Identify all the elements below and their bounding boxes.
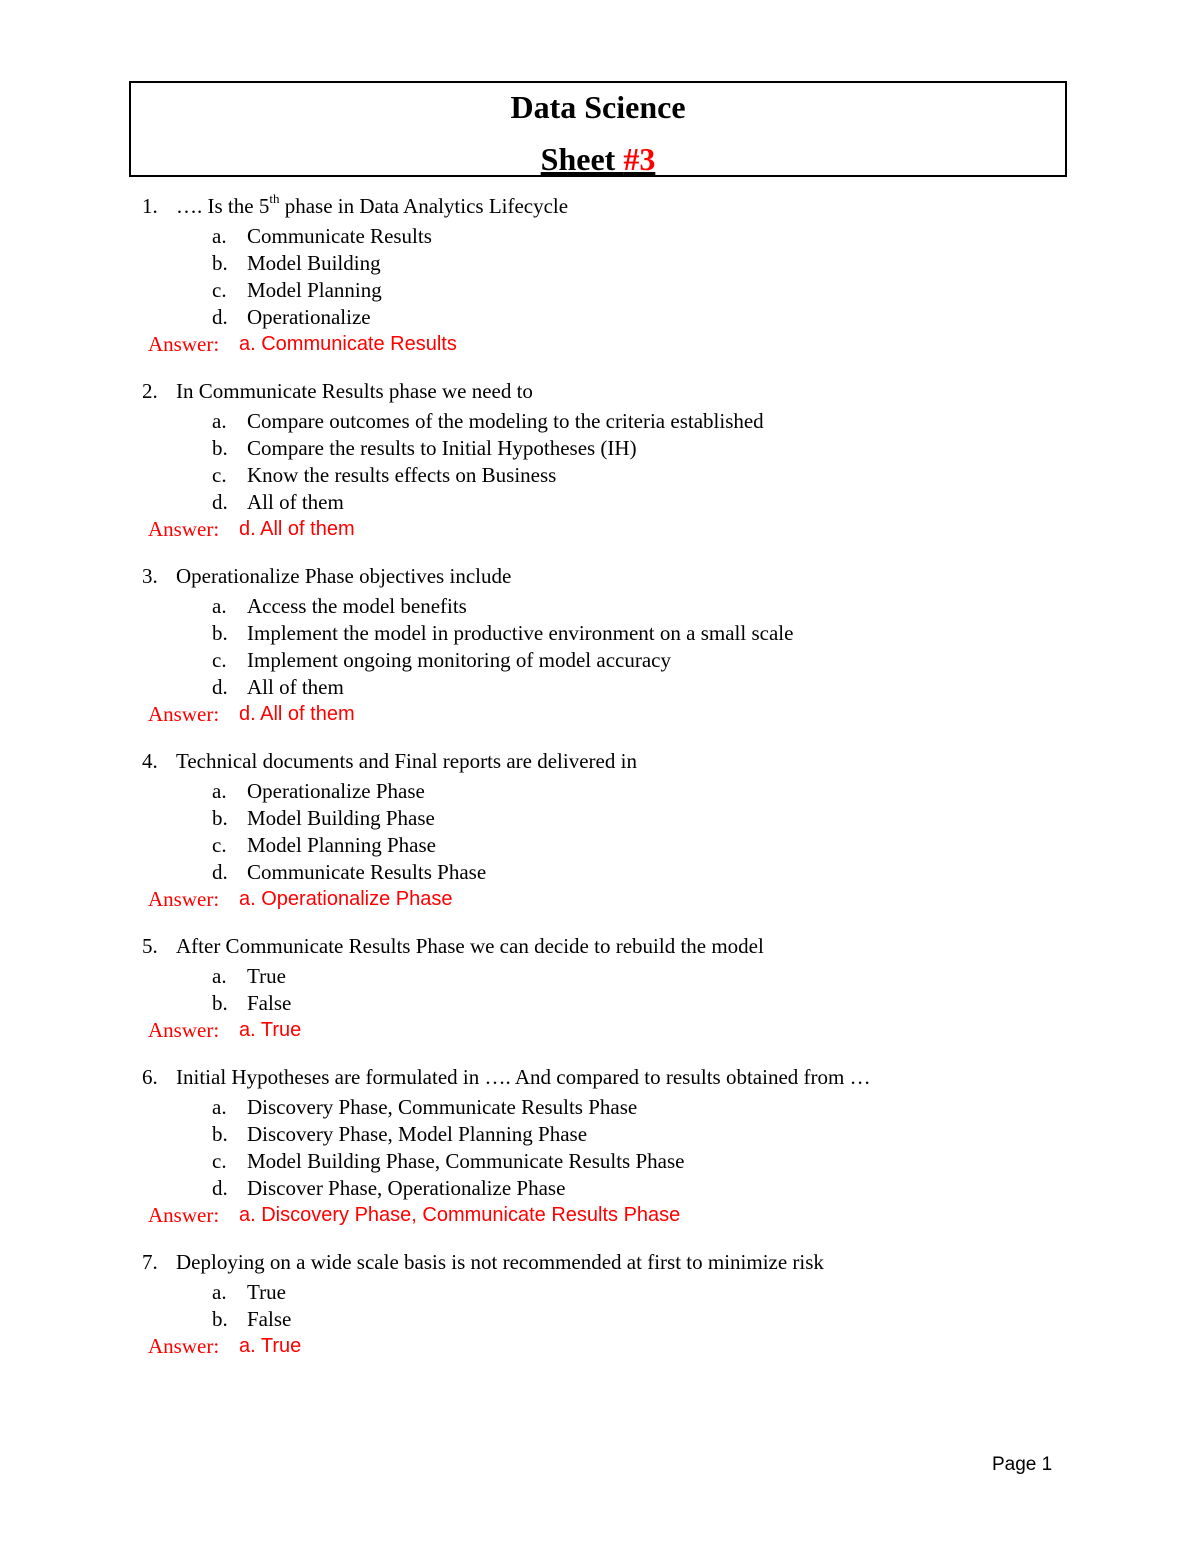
option-text: Model Building Phase, Communicate Results Phase [247, 1149, 685, 1173]
option-text: True [247, 964, 286, 988]
answer-line [0, 1202, 1200, 1229]
option-d [0, 859, 1200, 886]
question-number: 1. [142, 194, 158, 218]
answer-text: a. True [239, 1335, 302, 1357]
option-a [0, 778, 1200, 805]
option-text: Communicate Results Phase [247, 860, 487, 884]
option-c [0, 647, 1200, 674]
question-text-part: …. Is the 5 [176, 194, 270, 218]
option-c [0, 832, 1200, 859]
option-text: Discovery Phase, Model Planning Phase [247, 1122, 588, 1146]
question-text: Operationalize Phase objectives include [176, 564, 512, 588]
answer-line [0, 516, 1200, 543]
question-4 [0, 747, 1200, 913]
question-5 [0, 932, 1200, 1044]
question-6 [0, 1063, 1200, 1229]
question-3 [0, 562, 1200, 728]
option-letter: a. [212, 594, 227, 618]
option-text: All of them [247, 490, 344, 514]
answer-label: Answer: [148, 1203, 220, 1227]
answer-label: Answer: [148, 332, 220, 356]
question-line [0, 747, 1200, 775]
option-d [0, 674, 1200, 701]
question-number: 6. [142, 1065, 158, 1089]
option-text: Know the results effects on Business [247, 463, 557, 487]
sheet-number: #3 [623, 141, 656, 177]
option-letter: a. [212, 409, 227, 433]
option-a [0, 223, 1200, 250]
option-a [0, 1279, 1200, 1306]
answer-line [0, 701, 1200, 728]
question-line [0, 1063, 1200, 1091]
option-letter: d. [212, 675, 228, 699]
answer-text: a. True [239, 1019, 302, 1041]
document-title: Data Science [510, 89, 686, 125]
option-letter: b. [212, 991, 228, 1015]
option-letter: c. [212, 833, 227, 857]
option-letter: b. [212, 621, 228, 645]
option-text: Compare the results to Initial Hypotheses (IH) [247, 436, 637, 460]
answer-line [0, 1017, 1200, 1044]
answer-label: Answer: [148, 1334, 220, 1358]
option-text: Compare outcomes of the modeling to the criteria established [247, 409, 764, 433]
question-number: 5. [142, 934, 158, 958]
question-7 [0, 1248, 1200, 1360]
sheet-label: Sheet [540, 141, 624, 177]
question-list [0, 192, 1200, 1379]
answer-label: Answer: [148, 702, 220, 726]
option-text: True [247, 1280, 286, 1304]
option-letter: c. [212, 1149, 227, 1173]
option-letter: a. [212, 779, 227, 803]
question-line [0, 377, 1200, 405]
answer-label: Answer: [148, 517, 220, 541]
option-d [0, 489, 1200, 516]
option-text: Implement the model in productive environment on a small scale [247, 621, 794, 645]
page-number: Page 1 [992, 1454, 1053, 1475]
question-number: 2. [142, 379, 158, 403]
question-line [0, 932, 1200, 960]
question-line [0, 562, 1200, 590]
option-letter: a. [212, 224, 227, 248]
option-text: Discovery Phase, Communicate Results Phase [247, 1095, 638, 1119]
question-1 [0, 192, 1200, 358]
option-a [0, 408, 1200, 435]
answer-text: a. Communicate Results [239, 333, 457, 355]
answer-text: d. All of them [239, 703, 355, 725]
title-box [129, 81, 1067, 177]
answer-line [0, 331, 1200, 358]
option-text: False [247, 991, 292, 1015]
option-text: False [247, 1307, 292, 1331]
option-c [0, 462, 1200, 489]
question-text: Deploying on a wide scale basis is not recommended at first to minimize risk [176, 1250, 824, 1274]
option-b [0, 1306, 1200, 1333]
option-letter: d. [212, 860, 228, 884]
option-a [0, 593, 1200, 620]
option-text: Implement ongoing monitoring of model accuracy [247, 648, 671, 672]
option-b [0, 990, 1200, 1017]
question-text [176, 192, 568, 220]
question-text: After Communicate Results Phase we can decide to rebuild the model [176, 934, 764, 958]
question-2 [0, 377, 1200, 543]
option-letter: c. [212, 278, 227, 302]
sheet-subtitle [131, 143, 1065, 175]
option-text: Model Building Phase [247, 806, 435, 830]
option-letter: d. [212, 1176, 228, 1200]
answer-text: a. Discovery Phase, Communicate Results Phase [239, 1204, 681, 1226]
answer-text: d. All of them [239, 518, 355, 540]
option-b [0, 1121, 1200, 1148]
option-letter: b. [212, 251, 228, 275]
question-text: In Communicate Results phase we need to [176, 379, 533, 403]
option-a [0, 1094, 1200, 1121]
option-text: Model Planning [247, 278, 382, 302]
ordinal-superscript: th [269, 191, 280, 206]
option-b [0, 805, 1200, 832]
option-letter: b. [212, 1307, 228, 1331]
option-d [0, 1175, 1200, 1202]
option-text: All of them [247, 675, 344, 699]
answer-label: Answer: [148, 887, 220, 911]
option-letter: b. [212, 436, 228, 460]
answer-label: Answer: [148, 1018, 220, 1042]
question-number: 7. [142, 1250, 158, 1274]
question-text-part: phase in Data Analytics Lifecycle [279, 194, 569, 218]
option-text: Operationalize Phase [247, 779, 425, 803]
question-text: Technical documents and Final reports are delivered in [176, 749, 637, 773]
option-text: Model Planning Phase [247, 833, 436, 857]
option-text: Model Building [247, 251, 381, 275]
option-letter: b. [212, 1122, 228, 1146]
option-letter: a. [212, 1095, 227, 1119]
option-c [0, 277, 1200, 304]
option-letter: a. [212, 1280, 227, 1304]
option-letter: a. [212, 964, 227, 988]
question-number: 4. [142, 749, 158, 773]
answer-line [0, 1333, 1200, 1360]
option-b [0, 435, 1200, 462]
question-text: Initial Hypotheses are formulated in …. And compared to results obtained from … [176, 1065, 871, 1089]
option-a [0, 963, 1200, 990]
option-c [0, 1148, 1200, 1175]
option-b [0, 250, 1200, 277]
option-text: Discover Phase, Operationalize Phase [247, 1176, 566, 1200]
option-letter: b. [212, 806, 228, 830]
answer-text: a. Operationalize Phase [239, 888, 453, 910]
option-letter: c. [212, 648, 227, 672]
option-letter: d. [212, 490, 228, 514]
option-text: Access the model benefits [247, 594, 467, 618]
option-letter: c. [212, 463, 227, 487]
option-text: Operationalize [247, 305, 371, 329]
question-line [0, 1248, 1200, 1276]
question-number: 3. [142, 564, 158, 588]
option-letter: d. [212, 305, 228, 329]
option-text: Communicate Results [247, 224, 432, 248]
option-b [0, 620, 1200, 647]
answer-line [0, 886, 1200, 913]
question-line [0, 192, 1200, 220]
option-d [0, 304, 1200, 331]
